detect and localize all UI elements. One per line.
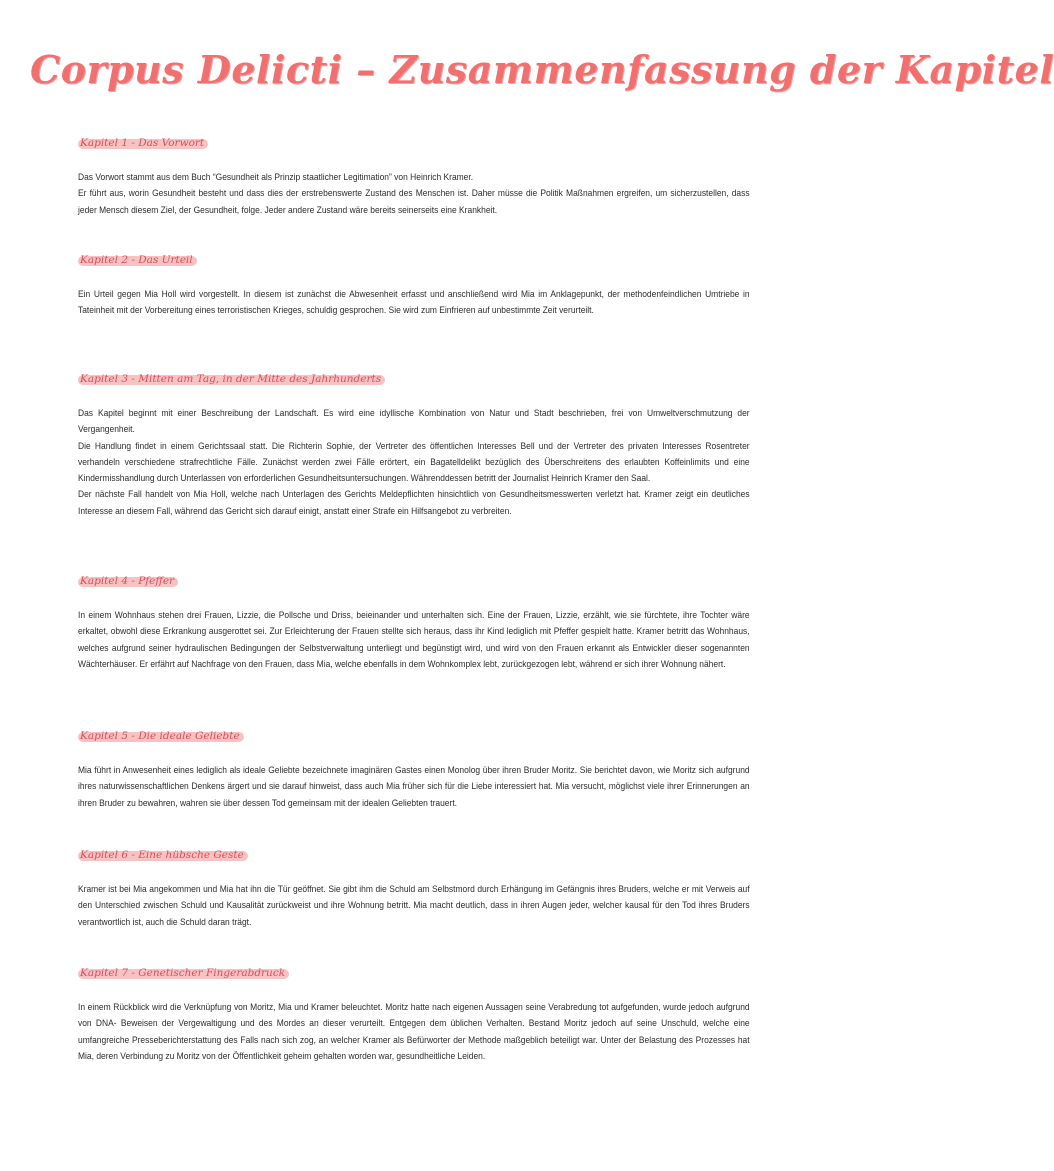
page-title: Corpus Delicti – Zusammenfassung der Kapitel [30,47,1054,92]
paragraph: Er führt aus, worin Gesundheit besteht und dass dies der erstrebenswerte Zustand des Menschen ist. Daher müsse die Politik Maßnahmen ergreifen, um sicherzustellen, dass jeder Mensch diesem Ziel, der Gesundheit, folge. Jeder andere Zustand wäre bereits seinerseits eine Krankheit. [78,188,750,215]
chapter-heading-text: Kapitel 3 - Mitten am Tag, in der Mitte des Jahrhunderts [80,373,382,385]
paragraph: Ein Urteil gegen Mia Holl wird vorgestellt. In diesem ist zunächst die Abwesenheit erfasst und anschließend wird Mia im Anklagepunkt, der methodenfeindlichen Umtriebe in Tateinheit mit der Vorbereitung eines terroristischen Krieges, schuldig gesprochen. Sie wird zum Einfrieren auf unbestimmte Zeit verurteilt. [78,289,750,316]
chapter-section-4 [78,571,750,672]
chapter-heading [78,252,193,268]
paragraph: Das Kapitel beginnt mit einer Beschreibung der Landschaft. Es wird eine idyllische Kombination von Natur und Stadt beschrieben, frei von Umweltverschmutzung der Vergangenheit. [78,408,750,435]
chapter-section-3 [78,369,750,519]
paragraph: Die Handlung findet in einem Gerichtssaal statt. Die Richterin Sophie, der Vertreter des öffentlichen Interesses Bell und der Vertreter des privaten Interesses Rosentreter verhandeln verschiedene strafrechtliche Fälle. Zunächst werden zwei Fälle erörtert, ein Bagatelldelikt bezüglich des Überschreitens des erlaubten Koffeinlimits und eine Kindermisshandlung durch Unterlassen von erforderlichen Gesundheitsuntersuchungen. Währenddessen betritt der Journalist Heinrich Kramer den Saal. [78,440,750,484]
chapter-heading-text: Kapitel 4 - Pfeffer [80,575,175,587]
chapter-heading [78,728,240,744]
chapter-heading-text: Kapitel 5 - Die ideale Geliebte [80,730,240,742]
chapter-body [78,881,750,930]
chapter-heading-text: Kapitel 7 - Genetischer Fingerabdruck [80,967,286,979]
paragraph: In einem Wohnhaus stehen drei Frauen, Lizzie, die Pollsche und Driss, beieinander und unterhalten sich. Eine der Frauen, Lizzie, erzählt, wie sie fürchtete, ihre Tochter wäre erkaltet, obwohl diese Erkrankung ausgerottet sei. Zur Erleichterung der Frauen stellte sich heraus, dass ihr Kind lediglich mit Pfeffer gespielt hatte. Kramer betritt das Wohnhaus, welches aufgrund seiner hydraulischen Bedingungen der Selbstverwaltung unterliegt und begünstigt wird, und wird von den Frauen erkannt als Entwickler dieser sogenannten Wächterhäuser. Er erfährt auf Nachfrage von den Frauen, dass Mia, welche ebenfalls in dem Wohnkomplex lebt, zurückgezogen lebt, während er sich ihrer Wohnung nähert. [78,610,750,669]
chapter-section-1 [78,133,750,218]
chapter-heading [78,573,174,589]
chapter-heading [78,371,381,387]
chapter-body [78,286,750,319]
chapter-heading-text: Kapitel 6 - Eine hübsche Geste [80,849,244,861]
chapter-heading [78,965,285,981]
chapter-heading-text: Kapitel 2 - Das Urteil [80,254,193,266]
chapter-section-5 [78,726,750,811]
paragraph: Der nächste Fall handelt von Mia Holl, welche nach Unterlagen des Gerichts Meldepflichten hinsichtlich von Gesundheitsmesswerten verletzt hat. Kramer zeigt ein deutliches Interesse an diesem Fall, während das Gericht sich darauf einigt, anstatt einer Strafe ein Hilfsangebot zu verbreiten. [78,489,750,516]
chapter-heading [78,847,244,863]
chapter-body [78,999,750,1064]
chapter-heading-text: Kapitel 1 - Das Vorwort [80,137,205,149]
chapter-section-6 [78,845,750,930]
chapter-section-7 [78,963,750,1064]
chapter-body [78,169,750,218]
paragraph: In einem Rückblick wird die Verknüpfung von Moritz, Mia und Kramer beleuchtet. Moritz hatte nach eigenen Aussagen seine Verabredung tot aufgefunden, wurde jedoch aufgrund von DNA- Beweisen der Vergewaltigung und des Mordes an dieser verurteilt. Entgegen dem üblichen Verhalten. Bestand Moritz jedoch auf seine Unschuld, welche eine umfangreiche Presseberichterstattung des Falls nach sich zog, an welcher Kramer als Befürworter der Methode maßgeblich beteiligt war. Unter der Belastung des Prozesses hat Mia, deren Verbindung zu Moritz von der Öffentlichkeit geheim gehalten worden war, gesundheitliche Leiden. [78,1002,750,1061]
paragraph: Kramer ist bei Mia angekommen und Mia hat ihn die Tür geöffnet. Sie gibt ihm die Schuld am Selbstmord durch Erhängung im Gefängnis ihres Bruders, welche er mit Verweis auf den Unterschied zwischen Schuld und Kausalität zurückweist und ihre Wohnung betritt. Mia macht deutlich, dass in ihren Augen jeder, welcher kausal für den Tod ihres Bruders verantwortlich ist, auch die Schuld daran trägt. [78,884,750,927]
chapter-section-2 [78,250,750,319]
chapter-body [78,607,750,672]
chapter-body [78,405,750,519]
chapter-body [78,762,750,811]
paragraph: Mia führt in Anwesenheit eines lediglich als ideale Geliebte bezeichnete imaginären Gastes einen Monolog über ihren Bruder Moritz. Sie berichtet davon, wie Moritz sich aufgrund ihres naturwissenschaftlichen Denkens ärgert und sie darauf hinweist, dass auch Mia früher sich für die Liebe interessiert hat. Mia versucht, möglichst viele ihrer Erinnerungen an ihren Bruder zu bewahren, wahren sie über dessen Tod gemeinsam mit der idealen Geliebten trauert. [78,765,750,808]
chapter-heading [78,135,204,151]
paragraph: Das Vorwort stammt aus dem Buch “Gesundheit als Prinzip staatlicher Legitimation” von Heinrich Kramer. [78,172,474,182]
